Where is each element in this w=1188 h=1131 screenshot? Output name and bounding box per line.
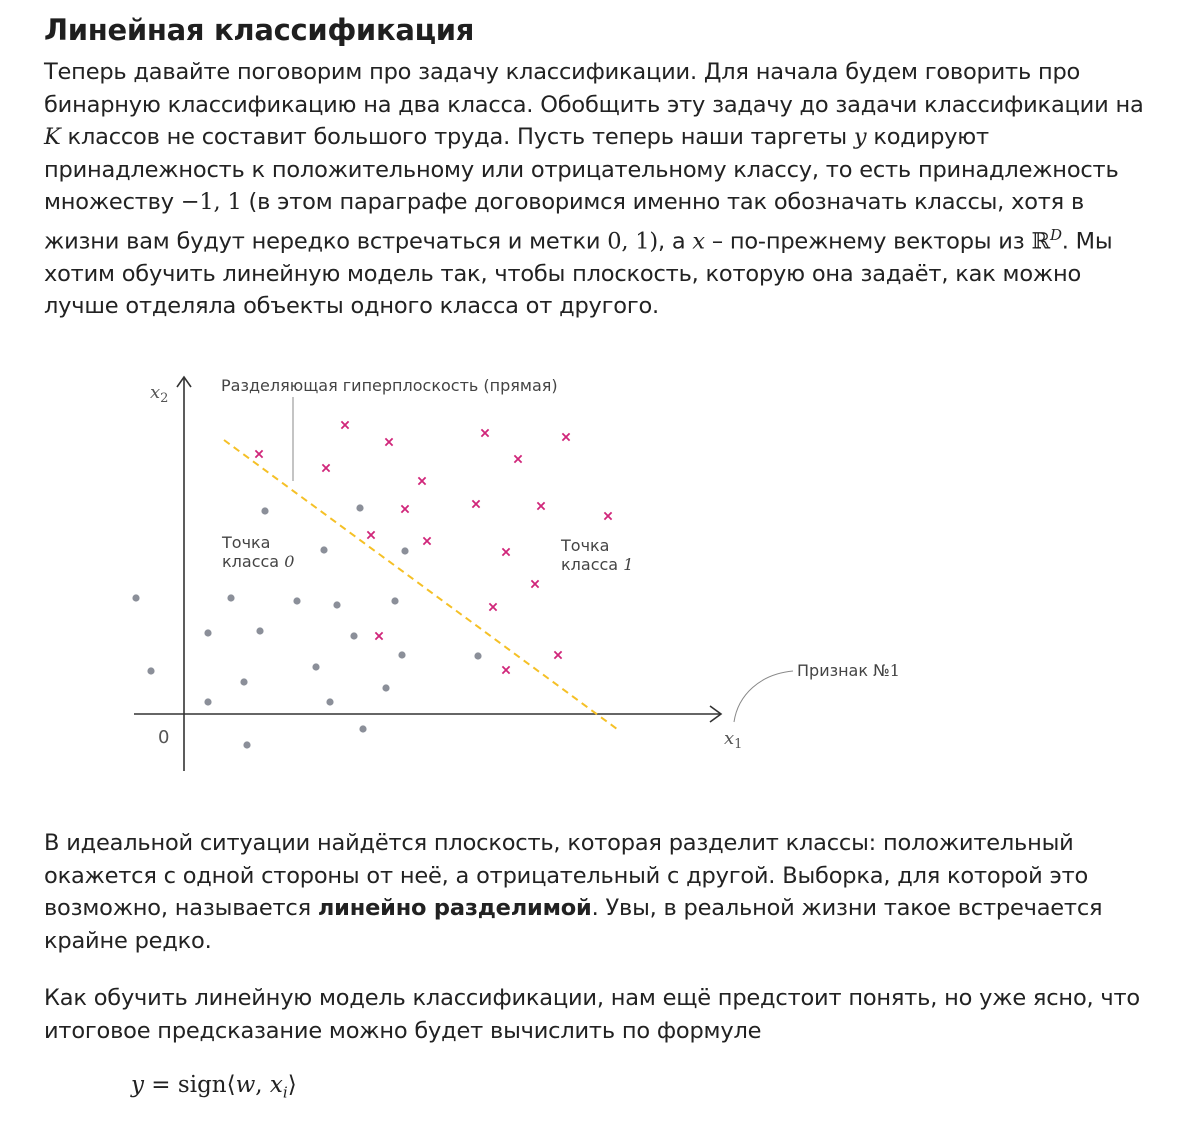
class1-points — [255, 421, 611, 673]
class0-point — [474, 652, 481, 659]
class0-point — [147, 667, 154, 674]
class0-point — [204, 629, 211, 636]
class1-point — [604, 512, 611, 519]
class0-label-line2: класса 0 — [222, 552, 295, 571]
separability-paragraph — [44, 827, 1154, 957]
class1-point — [489, 603, 496, 610]
figure-title: Разделяющая гиперплоскость (прямая) — [221, 376, 558, 395]
class1-point — [472, 500, 479, 507]
intro-text-6: – по-прежнему векторы из — [704, 228, 1032, 254]
formula-lhs: y — [131, 1072, 144, 1098]
feature-label: Признак №1 — [797, 661, 900, 680]
class0-point — [401, 547, 408, 554]
class0-point — [256, 627, 263, 634]
class1-point — [401, 505, 408, 512]
class1-point — [502, 548, 509, 555]
math-y: y — [853, 124, 867, 150]
page-title: Линейная классификация — [44, 13, 475, 47]
intro-text-4: (в этом параграфе договоримся именно так обозначать классы, хотя в жизни вам будут нередко встречаться и метки — [44, 189, 1085, 254]
class0-point — [320, 546, 327, 553]
math-R: ℝ — [1031, 228, 1050, 254]
prediction-formula — [131, 1072, 297, 1102]
y-axis-label: $x_2$ — [150, 382, 169, 406]
prediction-paragraph: Как обучить линейную модель классификации, нам ещё предстоит понять, но уже ясно, что итоговое предсказание можно будет вычислить по формуле — [44, 985, 1140, 1044]
class1-point — [554, 651, 561, 658]
class1-label-line1: Точка — [561, 536, 610, 555]
class0-point — [243, 741, 250, 748]
feature-pointer — [734, 671, 793, 722]
class1-point — [385, 438, 392, 445]
class0-point — [240, 678, 247, 685]
class0-point — [356, 504, 363, 511]
class1-point — [502, 666, 509, 673]
class0-point — [333, 601, 340, 608]
formula-open: ⟨ — [226, 1072, 236, 1098]
intro-text-5: , а — [657, 228, 693, 254]
class1-point — [367, 531, 374, 538]
class0-point — [312, 663, 319, 670]
class1-point — [341, 421, 348, 428]
class0-point — [350, 632, 357, 639]
class1-point — [255, 450, 262, 457]
class0-point — [293, 597, 300, 604]
class0-point — [398, 651, 405, 658]
separability-text-1: В идеальной ситуации найдётся плоскость, которая разделит классы: положительный окажется с одной стороны от неё, а отрицательный с другой. Выборка, для которой это возможно, называется — [44, 830, 1089, 921]
class0-point — [204, 698, 211, 705]
separability-text-2: . Увы, в реальной жизни такое встречается крайне редко. — [44, 895, 1103, 954]
formula-sign: sign — [177, 1072, 227, 1098]
intro-text-1: Теперь давайте поговорим про задачу классификации. Для начала будем говорить про бинарную классификацию на два класса. Обобщить эту задачу до задачи классификации на — [44, 59, 1144, 118]
math-K: K — [44, 124, 61, 150]
class1-point — [423, 537, 430, 544]
math-set: −1, 1 — [180, 189, 242, 215]
class1-point — [481, 429, 488, 436]
class0-point — [227, 594, 234, 601]
formula-sub: i — [282, 1083, 288, 1102]
class1-point — [375, 632, 382, 639]
intro-text-2: классов не составит большого труда. Пусть теперь наши таргеты — [60, 124, 854, 150]
formula-comma: , — [255, 1072, 270, 1098]
class1-point — [418, 477, 425, 484]
formula-x: x — [269, 1072, 283, 1098]
class1-point — [322, 464, 329, 471]
formula-close: ⟩ — [287, 1072, 297, 1098]
class0-label-line1: Точка — [222, 533, 271, 552]
separability-term: линейно разделимой — [317, 895, 592, 921]
intro-text-3: кодируют принадлежность к положительному или отрицательному классу, то есть принадлежность множеству — [44, 124, 1119, 215]
math-D: D — [1049, 225, 1062, 244]
class0-point — [261, 507, 268, 514]
class0-point — [359, 725, 366, 732]
class1-point — [514, 455, 521, 462]
class1-label-line2: класса 1 — [561, 555, 634, 574]
math-x: x — [692, 228, 705, 254]
formula-w: w — [235, 1072, 256, 1098]
class0-point — [391, 597, 398, 604]
class1-point — [531, 580, 538, 587]
origin-label: 0 — [158, 727, 170, 748]
class1-point — [562, 433, 569, 440]
class0-point — [326, 698, 333, 705]
x-axis-label: $x_1$ — [724, 728, 743, 752]
formula-eq: = — [144, 1072, 178, 1098]
class0-point — [132, 594, 139, 601]
math-set2: 0, 1) — [607, 228, 658, 254]
class1-point — [537, 502, 544, 509]
class0-point — [382, 684, 389, 691]
intro-text-7: . Мы хотим обучить линейную модель так, чтобы плоскость, которую она задаёт, как можно лучше отделяла объекты одного класса от другого. — [44, 228, 1113, 319]
